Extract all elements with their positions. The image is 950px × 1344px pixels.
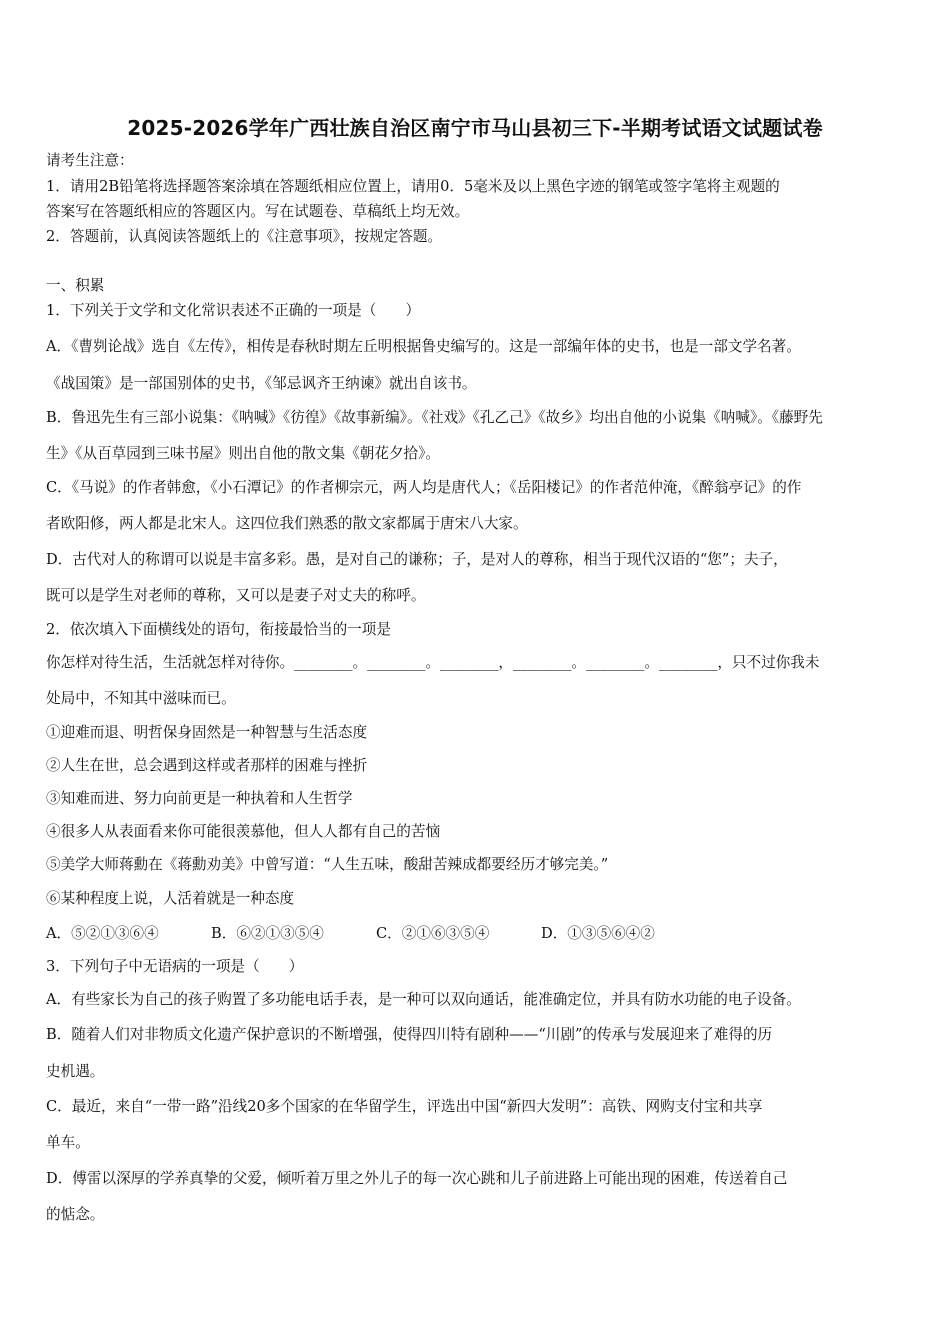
question-1-option-a-line-1: A．《曹刿论战》选自《左传》，相传是春秋时期左丘明根据鲁史编写的。这是一部编年体的史书，也是一部文学名著。 — [46, 338, 801, 355]
notice-item-1-line-1: 1．请用2B铅笔将选择题答案涂填在答题纸相应位置上，请用0．5毫米及以上黑色字迹的钢笔或签字笔将主观题的 — [46, 178, 780, 195]
question-2-sentence-6: ⑥某种程度上说，人活着就是一种态度 — [46, 890, 295, 907]
question-1-option-b-line-2: 生》《从百草园到三味书屋》则出自他的散文集《朝花夕拾》。 — [46, 445, 441, 462]
question-2-sentence-3: ③知难而进、努力向前更是一种执着和人生哲学 — [46, 790, 353, 807]
question-2-sentence-4: ④很多人从表面看来你可能很羡慕他，但人人都有自己的苦恼 — [46, 823, 441, 840]
question-2-option-b: B．⑥②①③⑤④ — [211, 925, 324, 942]
question-3-option-b-line-2: 史机遇。 — [46, 1063, 105, 1080]
notice-item-2: 2．答题前，认真阅读答题纸上的《注意事项》，按规定答题。 — [46, 228, 443, 245]
question-1-option-d-line-1: D．古代对人的称谓可以说是丰富多彩。愚，是对自己的谦称；子，是对人的尊称，相当于现代汉语的“您”；夫子， — [46, 551, 788, 568]
question-3-stem: 3．下列句子中无语病的一项是（ ） — [46, 958, 304, 975]
question-2-option-a: A．⑤②①③⑥④ — [46, 925, 159, 942]
notice-heading: 请考生注意： — [46, 152, 134, 169]
notice-item-1-line-2: 答案写在答题纸相应的答题区内。写在试题卷、草稿纸上均无效。 — [46, 203, 470, 220]
question-1-option-c-line-1: C．《马说》的作者韩愈，《小石潭记》的作者柳宗元，两人均是唐代人；《岳阳楼记》的作者范仲淹，《醉翁亭记》的作 — [46, 479, 802, 496]
question-3-option-d-line-1: D．傅雷以深厚的学养真挚的父爱，倾听着万里之外儿子的每一次心跳和儿子前进路上可能出现的困难，传送着自己 — [46, 1170, 788, 1187]
question-3-option-b-line-1: B．随着人们对非物质文化遗产保护意识的不断增强，使得四川特有剧种——“川剧”的传承与发展迎来了难得的历 — [46, 1026, 773, 1043]
question-3-option-c-line-2: 单车。 — [46, 1134, 90, 1151]
question-1-option-c-line-2: 者欧阳修，两人都是北宋人。这四位我们熟悉的散文家都属于唐宋八大家。 — [46, 515, 528, 532]
question-3-option-c-line-1: C．最近，来自“一带一路”沿线20多个国家的在华留学生，评选出中国“新四大发明”：高铁、网购支付宝和共享 — [46, 1098, 763, 1115]
question-2-text-line-2: 处局中，不知其中滋味而已。 — [46, 690, 236, 707]
question-1-option-d-line-2: 既可以是学生对老师的尊称，又可以是妻子对丈夫的称呼。 — [46, 587, 426, 604]
question-2-stem: 2．依次填入下面横线处的语句，衔接最恰当的一项是 — [46, 621, 391, 638]
question-1-option-b-line-1: B．鲁迅先生有三部小说集：《呐喊》《彷徨》《故事新编》。《社戏》《孔乙己》《故乡》均出自他的小说集《呐喊》。《藤野先 — [46, 409, 823, 426]
question-2-options — [46, 922, 655, 943]
question-2-sentence-1: ①迎难而退、明哲保身固然是一种智慧与生活态度 — [46, 724, 368, 741]
page-title: 2025-2026学年广西壮族自治区南宁市马山县初三下-半期考试语文试题试卷 — [127, 116, 823, 140]
question-1-option-a-line-2: 《战国策》是一部国别体的史书，《邹忌讽齐王纳谏》就出自该书。 — [46, 375, 477, 392]
question-2-sentence-5: ⑤美学大师蒋勳在《蒋勳劝美》中曾写道：“人生五味，酸甜苦辣成都要经历才够完美。” — [46, 856, 609, 873]
question-2-option-c: C．②①⑥③⑤④ — [376, 925, 490, 942]
question-2-sentence-2: ②人生在世，总会遇到这样或者那样的困难与挫折 — [46, 757, 368, 774]
question-2-text-line-1: 你怎样对待生活，生活就怎样对待你。________。________。________，________。________。________，只不过你我未 — [46, 654, 820, 671]
question-3-option-a: A．有些家长为自己的孩子购置了多功能电话手表，是一种可以双向通话，能准确定位，并具有防水功能的电子设备。 — [46, 991, 801, 1008]
section-heading: 一、积累 — [46, 277, 105, 294]
question-1-stem: 1．下列关于文学和文化常识表述不正确的一项是（ ） — [46, 302, 421, 319]
question-2-option-d: D．①③⑤⑥④② — [541, 925, 655, 942]
question-3-option-d-line-2: 的惦念。 — [46, 1206, 105, 1223]
